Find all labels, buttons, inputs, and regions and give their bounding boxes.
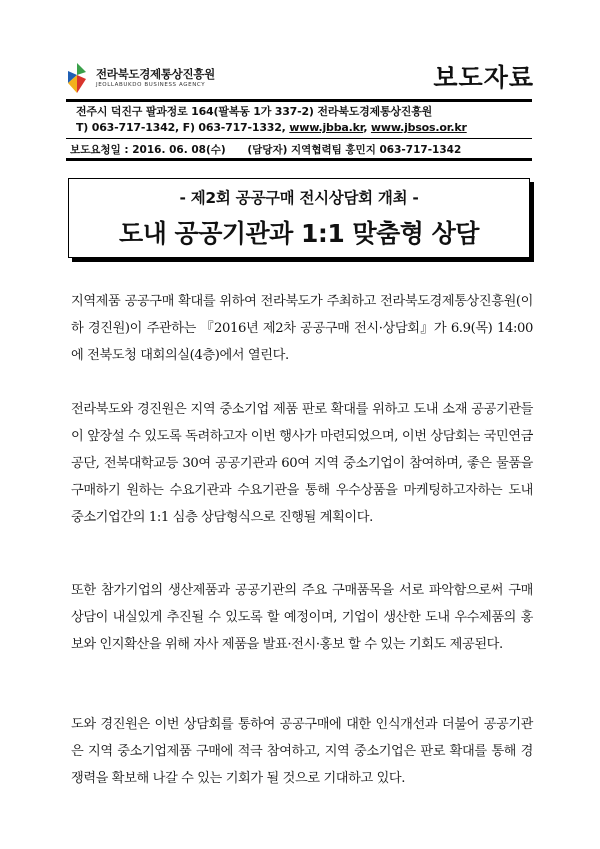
headline-subtitle: - 제2회 공공구매 전시상담회 개최 - bbox=[179, 189, 419, 207]
org-address: 전주시 덕진구 팔과정로 164(팔복동 1가 337-2) 전라북도경제통상진흥원 bbox=[76, 105, 433, 118]
request-date: 보도요청일 : 2016. 06. 08(수) bbox=[70, 144, 226, 156]
headline-box bbox=[68, 178, 530, 258]
release-meta bbox=[70, 142, 530, 157]
website-link-jbsos[interactable]: www.jbsos.or.kr bbox=[370, 121, 467, 134]
org-name-en: JEOLLABUKDO BUSINESS AGENCY bbox=[96, 82, 206, 88]
org-logo bbox=[66, 58, 266, 98]
header-divider-top bbox=[66, 99, 532, 102]
url-separator: , bbox=[363, 121, 371, 134]
body-paragraph-2: 전라북도와 경진원은 지역 중소기업 제품 판로 확대를 위하고 도내 소재 공공기관들이 앞장설 수 있도록 독려하고자 이번 행사가 마련되었으며, 이번 상담회는 국민연금공단, 전북대학교등 30여 공공기관과 60여 지역 중소기업이 참여하며, 좋은 물품을 구매하기 원하는 수요기관과 수요기관을 통해 우수상품을 마케팅하고자하는 도내 중소기업간의 1:1 심층 상담형식으로 진행될 계획이다. bbox=[71, 402, 533, 525]
contact-person: (담당자) 지역협력팀 홍민지 063-717-1342 bbox=[247, 144, 462, 156]
org-logo-icon bbox=[66, 63, 88, 93]
header-divider-mid bbox=[66, 138, 532, 139]
body-paragraph-3: 또한 참가기업의 생산제품과 공공기관의 주요 구매품목을 서로 파악함으로써 구매상담이 내실있게 추진될 수 있도록 할 예정이며, 기업이 생산한 도내 우수제품의 홍보와 인지확산을 위해 자사 제품을 발표·전시·홍보 할 수 있는 기회도 제공된다. bbox=[71, 583, 533, 652]
body-paragraph-4: 도와 경진원은 이번 상담회를 통하여 공공구매에 대한 인식개선과 더불어 공공기관은 지역 중소기업제품 구매에 적극 참여하고, 지역 중소기업은 판로 확대를 통해 경쟁력을 확보해 나갈 수 있는 기회가 될 것으로 기대하고 있다. bbox=[71, 717, 533, 786]
phone-fax: T) 063-717-1342, F) 063-717-1332, bbox=[76, 121, 290, 134]
doc-type-title: 보도자료 bbox=[433, 63, 534, 92]
contact-line bbox=[76, 121, 467, 134]
headline-title: 도내 공공기관과 1:1 맞춤형 상담 bbox=[119, 219, 479, 248]
org-name-kr: 전라북도경제통상진흥원 bbox=[96, 67, 215, 81]
body-paragraph-1: 지역제품 공공구매 확대를 위하여 전라북도가 주최하고 전라북도경제통상진흥원(이하 경진원)이 주관하는 『2016년 제2차 공공구매 전시·상담회』가 6.9(목) 14:00에 전북도청 대회의실(4층)에서 열린다. bbox=[71, 294, 533, 363]
header-divider-bottom bbox=[66, 158, 532, 161]
website-link-jbba[interactable]: www.jbba.kr bbox=[289, 121, 364, 134]
